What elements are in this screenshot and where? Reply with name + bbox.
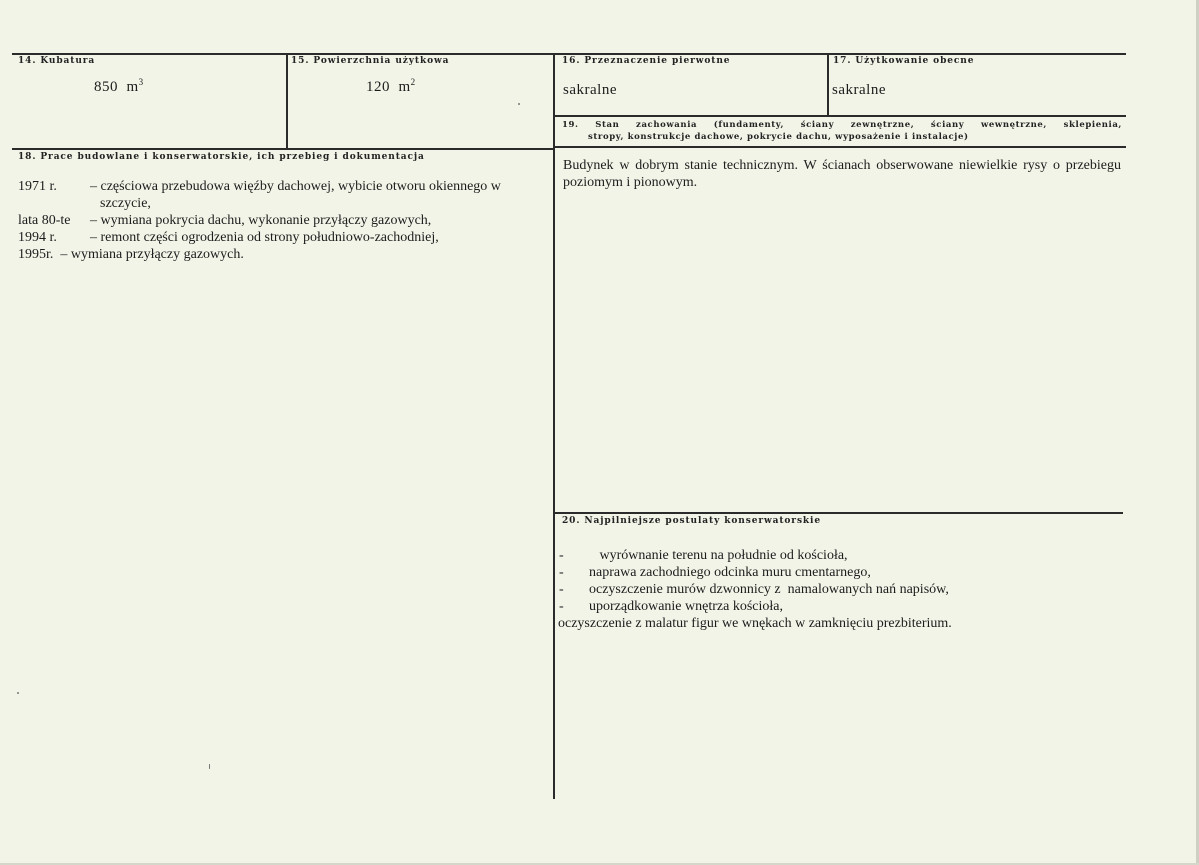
postulate-last-line: oczyszczenie z malatur figur we wnękach w zamknięciu prezbiterium. bbox=[558, 616, 952, 631]
works-entry-year: lata 80-te bbox=[18, 213, 71, 228]
field-15-unit-exponent: 2 bbox=[410, 77, 416, 87]
field-17-value: sakralne bbox=[832, 82, 886, 98]
field-15-label: 15. Powierzchnia użytkowa bbox=[291, 56, 450, 66]
divider-16-17 bbox=[827, 53, 829, 116]
field-15-value bbox=[366, 79, 416, 96]
postulate-text: wyrównanie terenu na południe od kościoła, bbox=[589, 548, 848, 563]
rule-below-19-label bbox=[553, 146, 1126, 148]
works-entry-text: – remont części ogrodzenia od strony południowo-zachodniej, bbox=[90, 230, 439, 245]
divider-14-15 bbox=[286, 53, 288, 149]
postulate-item bbox=[558, 547, 1118, 564]
works-entry bbox=[18, 178, 558, 212]
works-entry-text bbox=[90, 178, 558, 212]
field-18-label: 18. Prace budowlane i konserwatorskie, ich przebieg i dokumentacja bbox=[18, 152, 425, 162]
field-20-list bbox=[558, 547, 1118, 632]
works-entry-year: 1971 r. bbox=[18, 179, 57, 194]
works-entry-text-line: – częściowa przebudowa więźby dachowej, wybicie otworu okiennego w bbox=[90, 179, 501, 194]
scan-speck bbox=[209, 764, 210, 769]
field-19-label-line1: 19. Stan zachowania (fundamenty, ściany zewnętrzne, ściany wewnętrzne, sklepienia, bbox=[562, 120, 1122, 130]
top-rule bbox=[12, 53, 1126, 55]
rule-above-18 bbox=[12, 148, 554, 150]
postulate-text: oczyszczenie murów dzwonnicy z namalowanych nań napisów, bbox=[589, 582, 949, 597]
postulate-item bbox=[558, 581, 1118, 598]
postulate-dash: - bbox=[559, 599, 564, 614]
field-18-entries bbox=[18, 178, 558, 263]
field-14-unit-exponent: 3 bbox=[138, 77, 144, 87]
field-16-label: 16. Przeznaczenie pierwotne bbox=[562, 56, 731, 66]
postulate-dash: - bbox=[559, 565, 564, 580]
works-entry-text-continuation: szczycie, bbox=[100, 196, 151, 211]
works-entry-last: 1995r. – wymiana przyłączy gazowych. bbox=[18, 247, 244, 262]
postulate-item bbox=[558, 564, 1118, 581]
field-19-text: Budynek w dobrym stanie technicznym. W ścianach obserwowane niewielkie rysy o przebiegu poziomym i pionowym. bbox=[563, 158, 1121, 190]
postulate-dash: - bbox=[559, 548, 564, 563]
center-divider bbox=[553, 53, 555, 799]
scan-speck bbox=[518, 103, 520, 105]
postulate-text: naprawa zachodniego odcinka muru cmentarnego, bbox=[589, 565, 871, 580]
field-14-label: 14. Kubatura bbox=[18, 56, 96, 66]
works-entry-year: 1994 r. bbox=[18, 230, 57, 245]
field-14-value bbox=[94, 79, 144, 96]
postulate-item bbox=[558, 598, 1118, 615]
postulate-dash: - bbox=[559, 582, 564, 597]
field-15-number: 120 m bbox=[366, 79, 411, 95]
works-entry bbox=[18, 229, 558, 246]
postulate-text: uporządkowanie wnętrza kościoła, bbox=[589, 599, 783, 614]
works-entry bbox=[18, 212, 558, 229]
field-19-label bbox=[562, 119, 1122, 143]
works-entry-text: – wymiana pokrycia dachu, wykonanie przyłączy gazowych, bbox=[90, 213, 432, 228]
field-17-label: 17. Użytkowanie obecne bbox=[833, 56, 975, 66]
field-20-label: 20. Najpilniejsze postulaty konserwatorskie bbox=[562, 516, 821, 526]
field-19-label-line2: stropy, konstrukcje dachowe, pokrycie dachu, wyposażenie i instalacje) bbox=[588, 132, 969, 142]
field-16-value: sakralne bbox=[563, 82, 617, 98]
rule-above-20 bbox=[553, 512, 1123, 514]
rule-above-19 bbox=[553, 115, 1126, 117]
scan-speck bbox=[17, 692, 19, 694]
field-14-number: 850 m bbox=[94, 79, 139, 95]
